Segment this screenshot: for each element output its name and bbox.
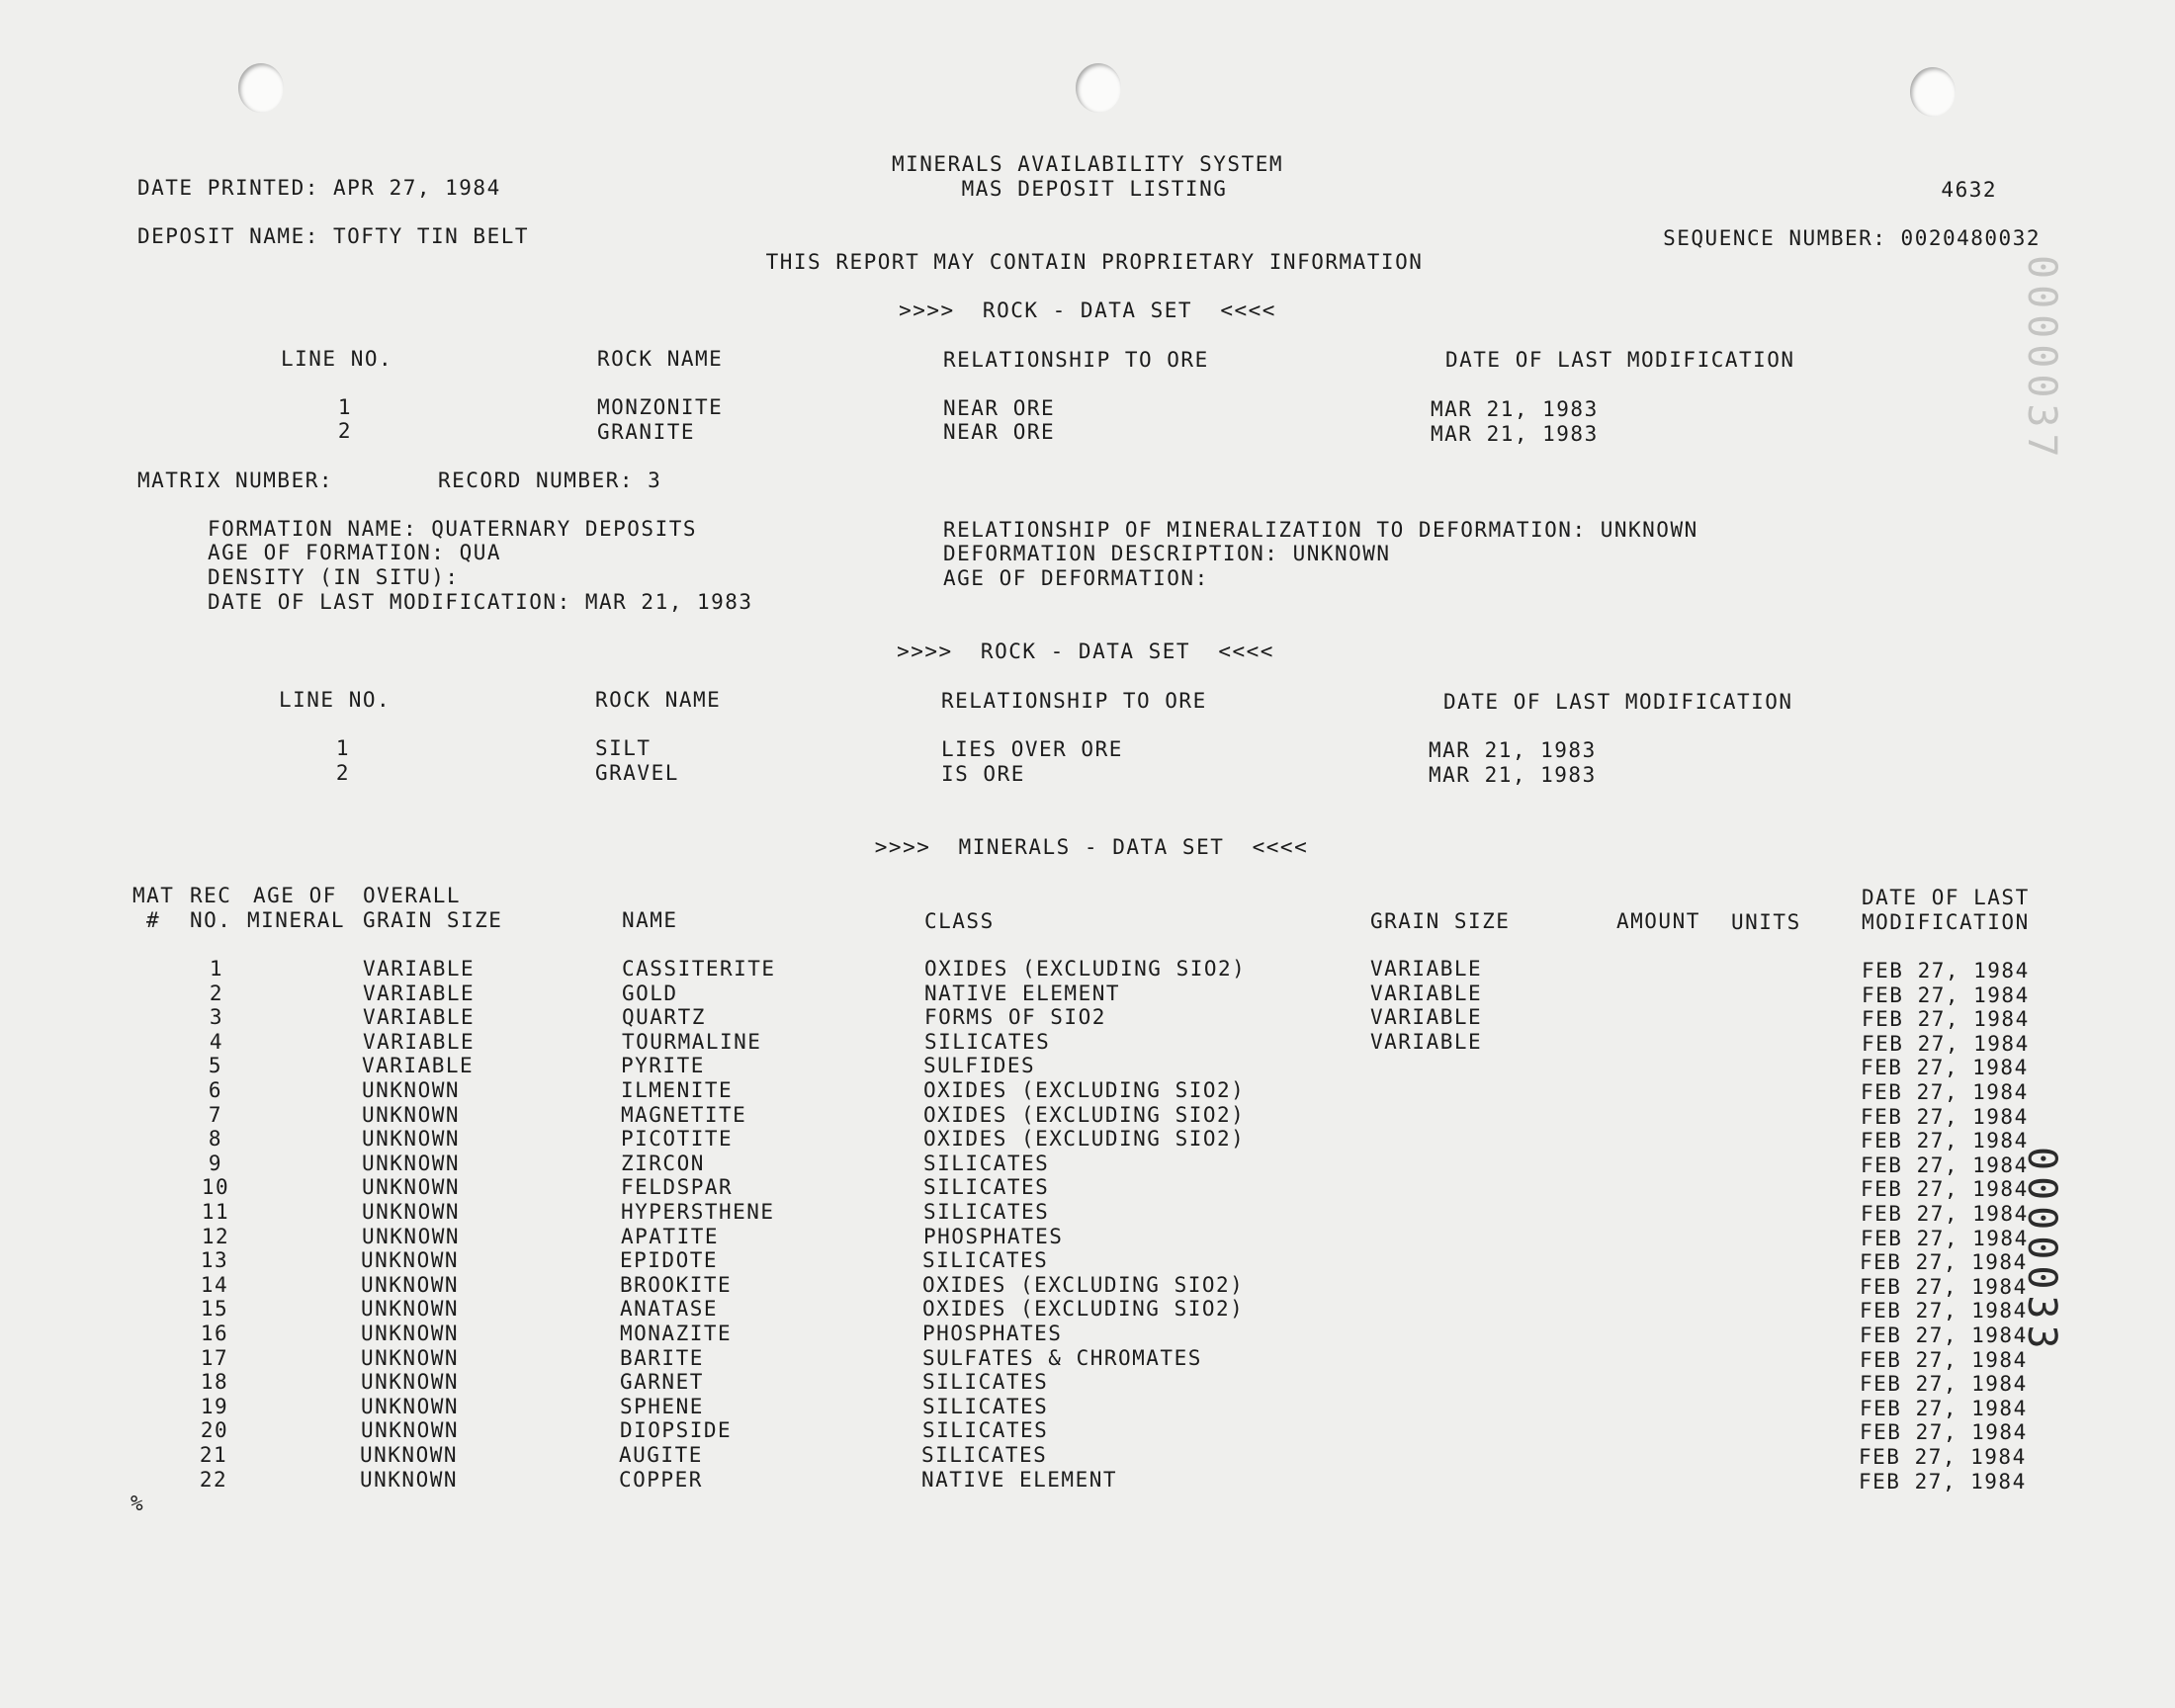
rock-date: MAR 21, 1983 [1429,738,1597,762]
mineral-rec-no: 4 [209,1030,224,1054]
mineral-overall-grain-size: UNKNOWN [361,1273,460,1297]
col-rec: NO. [190,908,232,932]
mineral-date-modified: FEB 27, 1984 [1860,1348,2028,1372]
mineral-overall-grain-size: UNKNOWN [362,1175,461,1199]
col-age-of-mineral: MINERAL [247,908,346,932]
mineral-rec-no: 21 [199,1443,228,1467]
deformation-description: DEFORMATION DESCRIPTION: UNKNOWN [943,542,1391,565]
mineral-name: QUARTZ [622,1005,706,1029]
mineral-name: COPPER [619,1468,703,1492]
mineral-rec-no: 14 [200,1273,229,1297]
mineral-name: FELDSPAR [621,1175,734,1199]
mineral-grain-size: VARIABLE [1370,1030,1483,1054]
mineral-rec-no: 6 [208,1078,223,1102]
mineral-name: ILMENITE [621,1078,734,1102]
mineral-date-modified: FEB 27, 1984 [1861,1177,2029,1201]
mineral-rec-no: 16 [200,1322,229,1345]
mineral-rec-no: 10 [201,1175,230,1199]
mineral-class: PHOSPHATES [922,1322,1063,1345]
mineral-class: SILICATES [922,1248,1049,1272]
mineral-date-modified: FEB 27, 1984 [1860,1299,2028,1323]
mineral-overall-grain-size: VARIABLE [362,1054,475,1077]
proprietary-notice: THIS REPORT MAY CONTAIN PROPRIETARY INFORMATION [765,250,1424,274]
col-rock-name: ROCK NAME [595,688,722,712]
mineral-class: NATIVE ELEMENT [921,1468,1118,1492]
mineral-rec-no: 3 [209,1005,224,1029]
mineral-class: SILICATES [923,1152,1050,1175]
col-line-no: LINE NO. [279,688,392,712]
mineral-class: OXIDES (EXCLUDING SIO2) [923,1103,1246,1127]
record-number: RECORD NUMBER: 3 [438,469,662,492]
mineral-date-modified: FEB 27, 1984 [1861,1056,2029,1079]
formation-date-modified: DATE OF LAST MODIFICATION: MAR 21, 1983 [208,590,753,614]
mineral-rec-no: 8 [208,1127,223,1151]
system-title: MINERALS AVAILABILITY SYSTEM [891,152,1284,176]
mineral-name: SPHENE [620,1395,704,1418]
mineral-date-modified: FEB 27, 1984 [1860,1250,2028,1274]
mineral-class: OXIDES (EXCLUDING SIO2) [922,1297,1245,1321]
mineral-class: SILICATES [922,1418,1049,1442]
mineral-overall-grain-size: UNKNOWN [361,1248,460,1272]
formation-name: FORMATION NAME: QUATERNARY DEPOSITS [208,517,698,541]
mineral-rec-no: 17 [200,1346,229,1370]
mineral-class: SILICATES [924,1030,1051,1054]
col-date-modified: DATE OF LAST [1862,886,2030,909]
mineral-class: SILICATES [923,1175,1050,1199]
col-rock-name: ROCK NAME [597,347,724,371]
rock-relationship: LIES OVER ORE [941,737,1123,761]
col-date-modified: MODIFICATION [1862,910,2030,934]
mineral-rec-no: 20 [200,1418,229,1442]
mineral-grain-size: VARIABLE [1370,957,1483,981]
mineral-date-modified: FEB 27, 1984 [1860,1372,2028,1396]
mineral-date-modified: FEB 27, 1984 [1862,983,2030,1007]
mineral-overall-grain-size: UNKNOWN [361,1297,460,1321]
rock-line-no: 2 [335,761,351,785]
rock-data-set-title: >>>> ROCK - DATA SET <<<< [897,640,1274,663]
deposit-name: DEPOSIT NAME: TOFTY TIN BELT [137,224,530,248]
mineral-overall-grain-size: UNKNOWN [361,1322,460,1345]
matrix-number: MATRIX NUMBER: [137,469,334,492]
rock-name: GRAVEL [595,761,679,785]
rock-line-no: 1 [337,395,353,419]
margin-stamp: 0000033 [2019,1147,2064,1355]
rock-line-no: 1 [335,736,351,760]
mineral-overall-grain-size: UNKNOWN [361,1370,460,1394]
mineral-name: APATITE [621,1225,720,1248]
mineral-date-modified: FEB 27, 1984 [1860,1275,2028,1299]
age-of-formation: AGE OF FORMATION: QUA [208,541,502,564]
age-of-deformation: AGE OF DEFORMATION: [943,566,1209,590]
mineral-name: ANATASE [620,1297,719,1321]
mineral-date-modified: FEB 27, 1984 [1861,1227,2029,1250]
mineral-rec-no: 18 [200,1370,229,1394]
mineral-overall-grain-size: UNKNOWN [362,1103,461,1127]
col-mat: # [146,908,161,932]
mineral-date-modified: FEB 27, 1984 [1861,1153,2029,1177]
sequence-number: SEQUENCE NUMBER: 0020480032 [1663,226,2041,250]
col-relationship: RELATIONSHIP TO ORE [943,348,1209,372]
mineral-name: TOURMALINE [622,1030,762,1054]
mineral-class: NATIVE ELEMENT [924,982,1121,1005]
mineral-name: CASSITERITE [622,957,776,981]
end-of-listing-marker: % [130,1492,145,1515]
mineral-rec-no: 11 [201,1200,230,1224]
mineral-class: SILICATES [922,1395,1049,1418]
mineral-name: HYPERSTHENE [621,1200,775,1224]
punch-hole-left [238,63,284,113]
mineral-overall-grain-size: VARIABLE [363,1005,476,1029]
mineral-date-modified: FEB 27, 1984 [1861,1080,2029,1104]
rock-relationship: IS ORE [941,762,1025,786]
mineral-name: GARNET [620,1370,704,1394]
mineral-class: OXIDES (EXCLUDING SIO2) [923,1127,1246,1151]
mineral-rec-no: 9 [208,1152,223,1175]
mineralization-relationship: RELATIONSHIP OF MINERALIZATION TO DEFORMATION: UNKNOWN [943,518,1698,542]
page-number: 4632 [1941,178,1997,202]
mineral-class: OXIDES (EXCLUDING SIO2) [924,957,1247,981]
mineral-name: BARITE [620,1346,704,1370]
mineral-class: OXIDES (EXCLUDING SIO2) [923,1078,1246,1102]
col-date-modified: DATE OF LAST MODIFICATION [1445,348,1795,372]
margin-stamp-faint: 0000037 [2019,255,2064,464]
mineral-class: SULFATES & CHROMATES [922,1346,1202,1370]
col-date-modified: DATE OF LAST MODIFICATION [1443,690,1793,714]
mineral-date-modified: FEB 27, 1984 [1861,1129,2029,1153]
mineral-name: BROOKITE [620,1273,733,1297]
mineral-date-modified: FEB 27, 1984 [1862,1032,2030,1056]
rock-name: GRANITE [597,420,696,444]
mineral-name: MONAZITE [620,1322,733,1345]
rock-name: SILT [595,736,652,760]
mineral-class: SILICATES [922,1370,1049,1394]
mineral-overall-grain-size: UNKNOWN [362,1152,461,1175]
mineral-grain-size: VARIABLE [1370,1005,1483,1029]
rock-relationship: NEAR ORE [943,396,1056,420]
col-rec: REC [190,884,232,907]
mineral-date-modified: FEB 27, 1984 [1859,1445,2027,1469]
mineral-date-modified: FEB 27, 1984 [1862,1007,2030,1031]
col-mat: MAT [132,884,175,907]
mineral-rec-no: 13 [200,1248,229,1272]
mineral-date-modified: FEB 27, 1984 [1859,1470,2027,1494]
mineral-class: SILICATES [921,1443,1048,1467]
col-overall-grain-size: GRAIN SIZE [363,908,503,932]
mineral-rec-no: 15 [200,1297,229,1321]
mineral-date-modified: FEB 27, 1984 [1860,1420,2028,1444]
listing-title: MAS DEPOSIT LISTING [961,177,1228,201]
mineral-date-modified: FEB 27, 1984 [1861,1105,2029,1129]
mineral-overall-grain-size: UNKNOWN [360,1468,459,1492]
rock-date: MAR 21, 1983 [1431,422,1599,446]
col-age-of-mineral: AGE OF [253,884,337,907]
rock-name: MONZONITE [597,395,724,419]
col-relationship: RELATIONSHIP TO ORE [941,689,1207,713]
mineral-rec-no: 12 [201,1225,230,1248]
mineral-date-modified: FEB 27, 1984 [1862,959,2030,982]
mineral-overall-grain-size: UNKNOWN [362,1200,461,1224]
rock-relationship: NEAR ORE [943,420,1056,444]
mineral-class: FORMS OF SIO2 [924,1005,1106,1029]
mineral-overall-grain-size: VARIABLE [363,982,476,1005]
date-printed: DATE PRINTED: APR 27, 1984 [137,176,501,200]
mineral-name: AUGITE [619,1443,703,1467]
mineral-rec-no: 5 [208,1054,223,1077]
mineral-date-modified: FEB 27, 1984 [1860,1397,2028,1420]
mineral-class: OXIDES (EXCLUDING SIO2) [922,1273,1245,1297]
mineral-date-modified: FEB 27, 1984 [1861,1202,2029,1226]
mineral-name: PICOTITE [621,1127,734,1151]
mineral-name: GOLD [622,982,678,1005]
mineral-name: DIOPSIDE [620,1418,733,1442]
mineral-overall-grain-size: UNKNOWN [362,1078,461,1102]
rock-date: MAR 21, 1983 [1429,763,1597,787]
rock-data-set-title: >>>> ROCK - DATA SET <<<< [899,299,1276,322]
density-in-situ: DENSITY (IN SITU): [208,565,460,589]
mineral-overall-grain-size: UNKNOWN [362,1225,461,1248]
mineral-rec-no: 19 [200,1395,229,1418]
mineral-grain-size: VARIABLE [1370,982,1483,1005]
mineral-overall-grain-size: VARIABLE [363,1030,476,1054]
mineral-name: PYRITE [621,1054,705,1077]
mineral-overall-grain-size: UNKNOWN [362,1127,461,1151]
mineral-class: SILICATES [923,1200,1050,1224]
mineral-overall-grain-size: UNKNOWN [361,1395,460,1418]
mineral-name: ZIRCON [621,1152,705,1175]
col-amount: AMOUNT [1616,909,1700,933]
mineral-overall-grain-size: UNKNOWN [361,1346,460,1370]
rock-date: MAR 21, 1983 [1431,397,1599,421]
minerals-data-set-title: >>>> MINERALS - DATA SET <<<< [874,835,1309,859]
col-units: UNITS [1731,910,1801,934]
mineral-name: EPIDOTE [620,1248,719,1272]
mineral-overall-grain-size: VARIABLE [363,957,476,981]
col-overall-grain-size: OVERALL [363,884,462,907]
punch-hole-center [1076,63,1121,113]
mineral-rec-no: 22 [199,1468,228,1492]
col-name: NAME [622,908,678,932]
mineral-overall-grain-size: UNKNOWN [360,1443,459,1467]
mineral-rec-no: 2 [209,982,224,1005]
mineral-class: SULFIDES [923,1054,1036,1077]
mineral-rec-no: 1 [209,957,224,981]
mineral-overall-grain-size: UNKNOWN [361,1418,460,1442]
col-grain-size: GRAIN SIZE [1370,909,1511,933]
punch-hole-right [1910,67,1956,117]
col-class: CLASS [924,909,995,933]
rock-line-no: 2 [337,419,353,443]
mineral-date-modified: FEB 27, 1984 [1860,1324,2028,1347]
col-line-no: LINE NO. [281,347,393,371]
mineral-class: PHOSPHATES [923,1225,1064,1248]
mineral-name: MAGNETITE [621,1103,747,1127]
mineral-rec-no: 7 [208,1103,223,1127]
